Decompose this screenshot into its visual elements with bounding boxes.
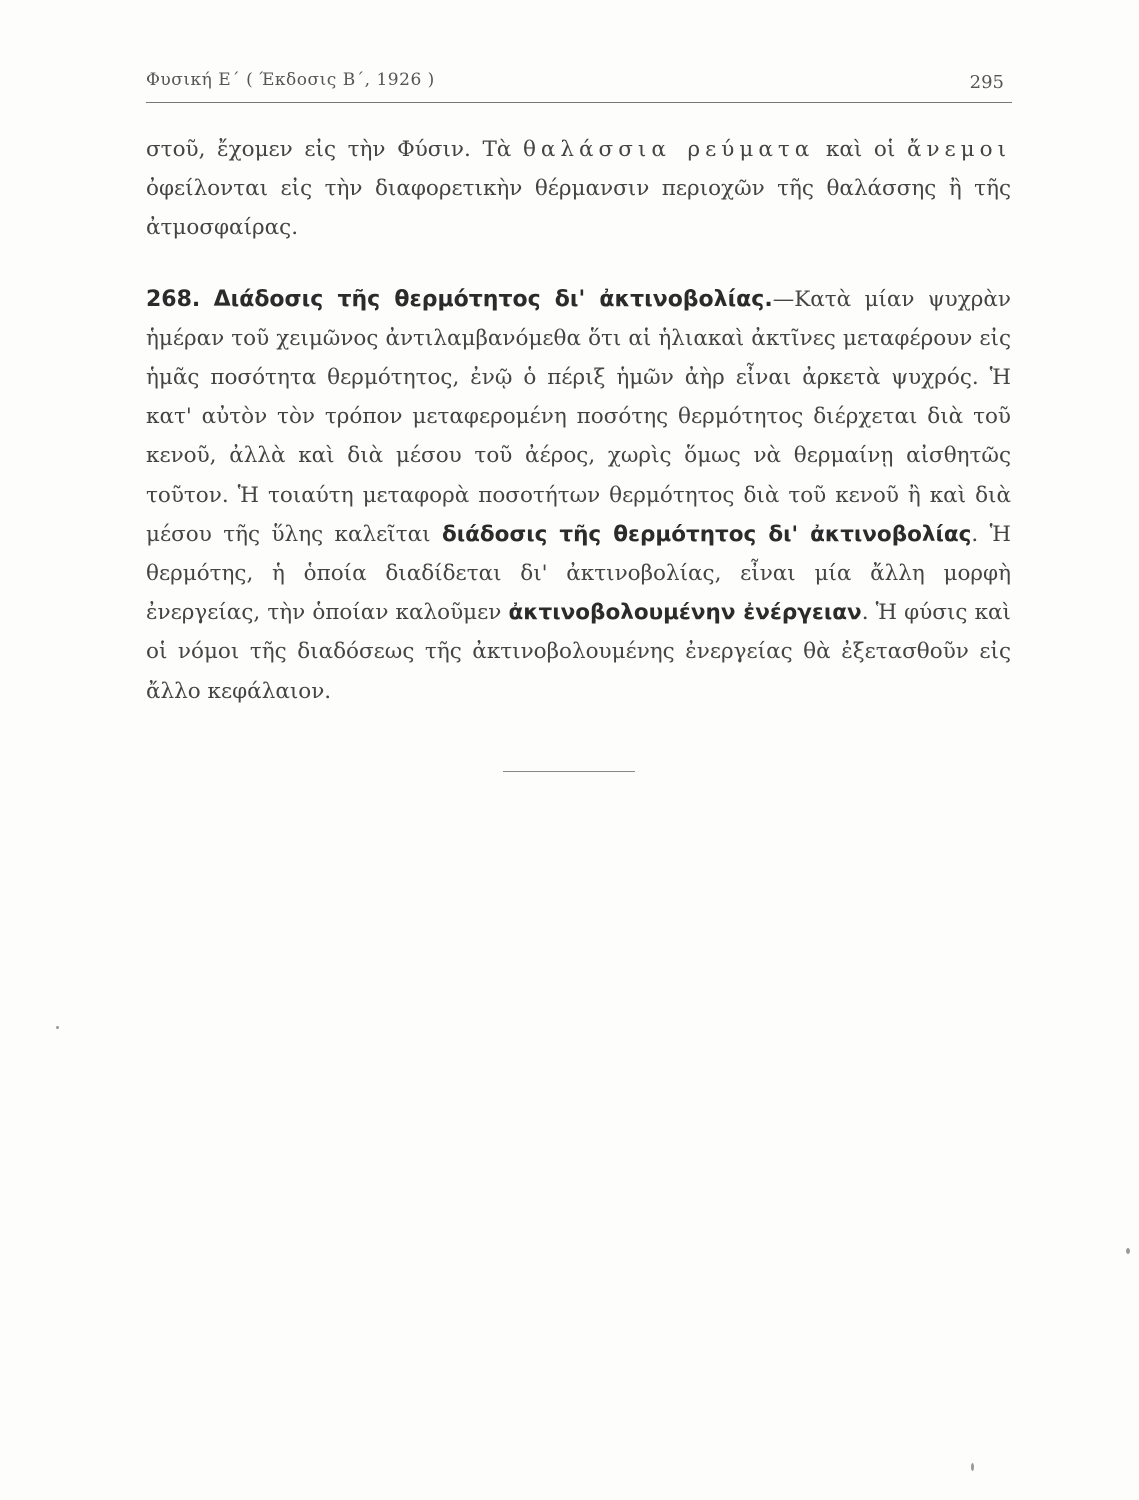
- end-of-text-rule: [503, 771, 635, 772]
- spaced-term-ocean-currents: θαλάσσια ρεύματα: [522, 137, 815, 162]
- section-text-1: —Κατὰ μίαν ψυχρὰν ἡμέραν τοῦ χειμῶνος ἀντιλαμβανόμεθα ὅτι αἱ ἡλιακαὶ ἀκτῖνες μεταφέρουν εἰς ἡμᾶς ποσότητα θερμότητος, ἐνῷ ὁ πέριξ ἡμῶν ἀὴρ εἶναι ἀρκετὰ ψυχρός. Ἡ κατ' αὐτὸν τὸν τρόπον μεταφερομένη ποσότης θερμότητος διέρχεται διὰ τοῦ κενοῦ, ἀλλὰ καὶ διὰ μέσου τοῦ ἀέρος, χωρὶς ὅμως νὰ θερμαίνῃ αἰσθητῶς τοῦτον. Ἡ τοιαύτη μεταφορὰ ποσοτήτων θερμότητος διὰ τοῦ κενοῦ ἢ καὶ διὰ μέσου τῆς ὕλης καλεῖται: [146, 286, 1012, 547]
- section-heading: Διάδοσις τῆς θερμότητος δι' ἀκτινοβολίας.: [213, 286, 773, 312]
- page-number: 295: [969, 72, 1004, 93]
- scan-speck: [971, 1463, 974, 1471]
- bold-term-radiant-energy: ἀκτινοβολουμένην ἐνέργειαν: [508, 600, 862, 626]
- section-text-2: . Ἡ θερμότης, ἡ ὁποία διαδίδεται δι' ἀκτινοβολίας, εἶναι μία ἄλλη μορφὴ ἐνεργείας, τὴν ὁποίαν καλοῦμεν: [146, 521, 1011, 626]
- scan-speck: [56, 1026, 59, 1029]
- intro-text-1: στοῦ, ἔχομεν εἰς τὴν Φύσιν. Τὰ: [146, 137, 523, 162]
- paragraph-intro: [146, 130, 1011, 248]
- running-header: [146, 64, 1012, 104]
- section-268-paragraph: [146, 280, 1011, 711]
- bold-term-radiation-heat-transfer: διάδοσις τῆς θερμότητος δι' ἀκτινοβολίας: [441, 521, 972, 547]
- body-text: [146, 130, 1011, 711]
- running-header-title: Φυσική Ε΄ ( Έκδοσις Β΄, 1926 ): [146, 70, 435, 90]
- intro-text-3: καὶ οἱ: [814, 137, 907, 162]
- section-text-3: . Ἡ φύσις καὶ οἱ νόμοι τῆς διαδόσεως τῆς ἀκτινοβολουμένης ἐνεργείας θὰ ἐξετασθοῦν εἰς ἄλλο κεφάλαιον.: [146, 600, 1011, 704]
- header-rule: [146, 102, 1012, 103]
- scan-speck: [1126, 1248, 1130, 1254]
- intro-text-5: ὀφείλονται εἰς τὴν διαφορετικὴν θέρμανσιν περιοχῶν τῆς θαλάσσης ἢ τῆς ἀτμοσφαίρας.: [146, 176, 1011, 241]
- section-number: 268.: [146, 286, 201, 312]
- spaced-term-winds: ἄνεμοι: [906, 137, 1012, 162]
